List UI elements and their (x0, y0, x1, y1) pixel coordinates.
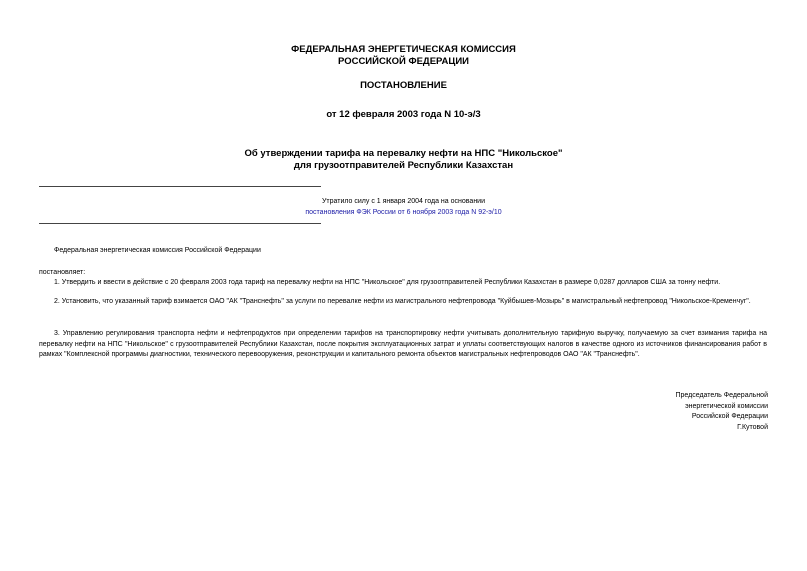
doc-type: ПОСТАНОВЛЕНИЕ (360, 80, 447, 91)
signature-line1: Председатель Федеральной (675, 392, 768, 399)
decree-word: постановляет: (39, 269, 86, 276)
org-name-line1: ФЕДЕРАЛЬНАЯ ЭНЕРГЕТИЧЕСКАЯ КОМИССИЯ (291, 44, 516, 55)
divider-top (39, 186, 321, 187)
status-link[interactable]: постановления ФЭК России от 6 ноября 2003 года N 92-э/10 (305, 209, 502, 216)
item-1: 1. Утвердить и ввести в действие с 20 февраля 2003 года тариф на перевалку нефти на НПС "Никольское" для грузоотправителей Республики Казахстан в размере 0,0287 долларов США за тонну нефти. (54, 279, 721, 286)
doc-date-number: от 12 февраля 2003 года N 10-э/3 (326, 109, 481, 120)
doc-title-line2: для грузоотправителей Республики Казахстан (293, 160, 514, 171)
org-name-line2: РОССИЙСКОЙ ФЕДЕРАЦИИ (337, 56, 469, 67)
status-note: Утратило силу с 1 января 2004 года на основании (321, 198, 486, 205)
signature-line3: Российской Федерации (691, 413, 768, 421)
signature-block (608, 391, 768, 433)
item-2: 2. Установить, что указанный тариф взимается ОАО "АК "Транснефть" за услуги по перевалке нефти из магистрального нефтепровода "Куйбышев-Мозырь" в магистральный нефтепровод "Никольское-Кременчуг". (54, 298, 751, 305)
doc-title-line1: Об утверждении тарифа на перевалку нефти на НПС "Никольское" (244, 148, 563, 159)
item-3: 3. Управлению регулирования транспорта нефти и нефтепродуктов при определении тарифов на транспортировку нефти учитывать дополнительную тарифную выручку, получаемую за счет взимания тарифа на перевалку нефти на НПС "Никольское" с грузоотправителей Республики Казахстан, после покрытия эксплуатационных затрат и уплаты соответствующих налогов в качестве одного из источников финансирования работ в рамках "Комплексной программы диагностики, технического перевооружения, реконструкции и капитального ремонта объектов магистральных нефтепроводов ОАО "АК "Транснефть". (39, 330, 767, 359)
divider-bottom (39, 223, 321, 224)
signature-name: Г.Кутовой (737, 423, 768, 431)
intro-paragraph: Федеральная энергетическая комиссия Российской Федерации (54, 247, 261, 254)
signature-line2: энергетической комиссии (685, 402, 768, 410)
